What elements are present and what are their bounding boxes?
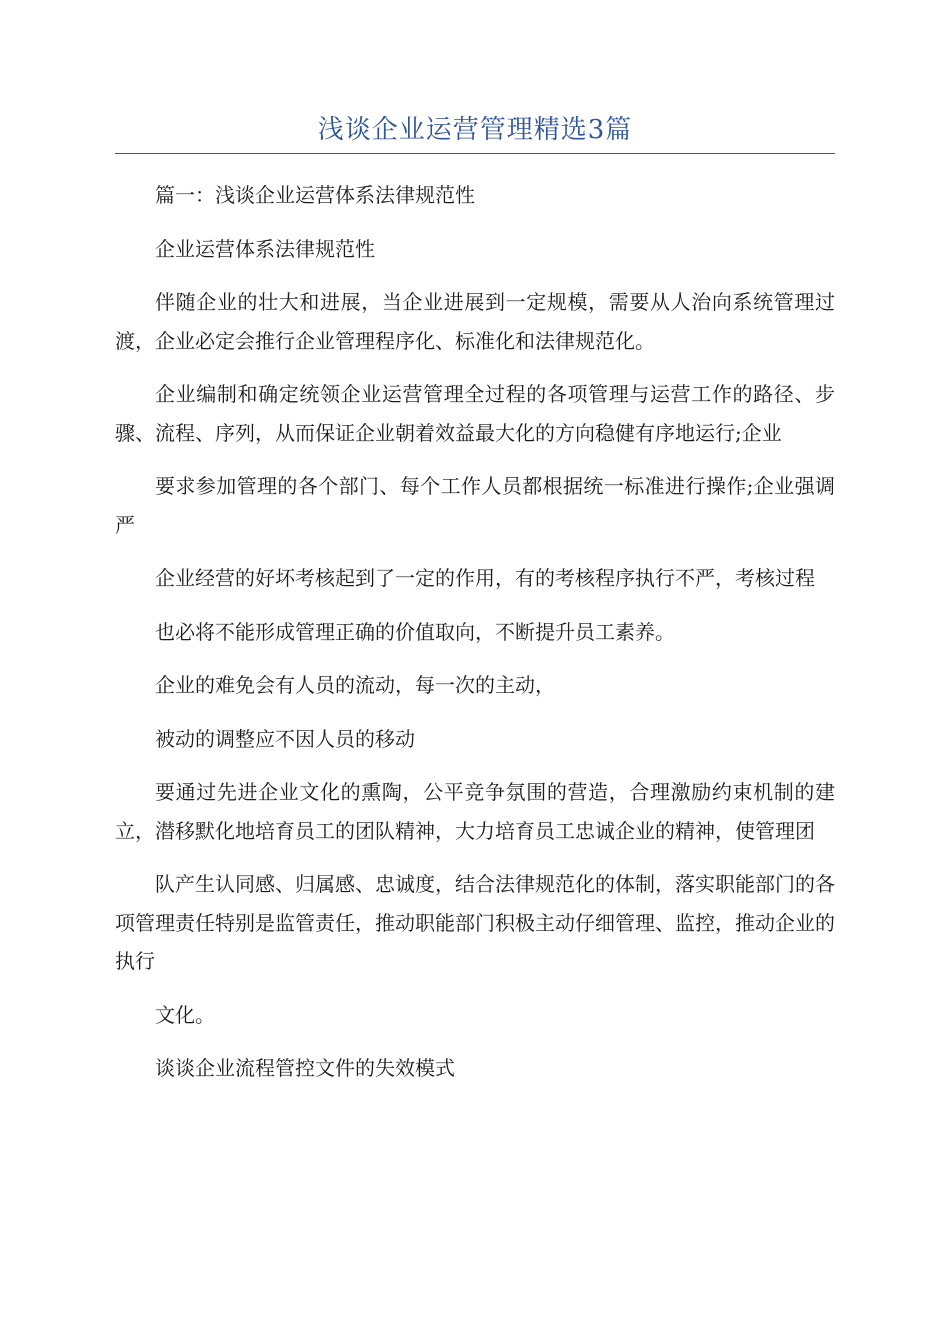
paragraph: 企业经营的好坏考核起到了一定的作用，有的考核程序执行不严，考核过程 xyxy=(155,566,815,590)
paragraph: 企业编制和确定统领企业运营管理全过程的各项管理与运营工作的路径、步骤、流程、序列，从而保证企业朝着效益最大化的方向稳健有序地运行;企业 xyxy=(115,382,835,445)
paragraph: 队产生认同感、归属感、忠诚度，结合法律规范化的体制，落实职能部门的各项管理责任特别是监管责任，推动职能部门积极主动仔细管理、监控，推动企业的执行 xyxy=(115,872,835,973)
document-body xyxy=(115,176,835,1103)
title-underline xyxy=(115,153,835,154)
paragraph: 也必将不能形成管理正确的价值取向，不断提升员工素养。 xyxy=(155,619,675,644)
paragraph: 伴随企业的壮大和进展，当企业进展到一定规模，需要从人治向系统管理过渡，企业必定会推行企业管理程序化、标准化和法律规范化。 xyxy=(115,290,835,353)
paragraph: 企业运营体系法律规范性 xyxy=(155,236,375,261)
paragraph: 被动的调整应不因人员的移动 xyxy=(155,726,415,751)
paragraph: 谈谈企业流程管控文件的失效模式 xyxy=(155,1056,455,1080)
paragraph: 要求参加管理的各个部门、每个工作人员都根据统一标准进行操作;企业强调严 xyxy=(115,474,835,537)
paragraph: 要通过先进企业文化的熏陶，公平竞争氛围的营造，合理激励约束机制的建立，潜移默化地培育员工的团队精神，大力培育员工忠诚企业的精神，使管理团 xyxy=(115,780,835,843)
paragraph: 篇一：浅谈企业运营体系法律规范性 xyxy=(155,183,475,207)
paragraph: 企业的难免会有人员的流动，每一次的主动， xyxy=(155,673,555,697)
document-title: 浅谈企业运营管理精选3篇 xyxy=(317,115,633,145)
paragraph: 文化。 xyxy=(155,1002,215,1027)
